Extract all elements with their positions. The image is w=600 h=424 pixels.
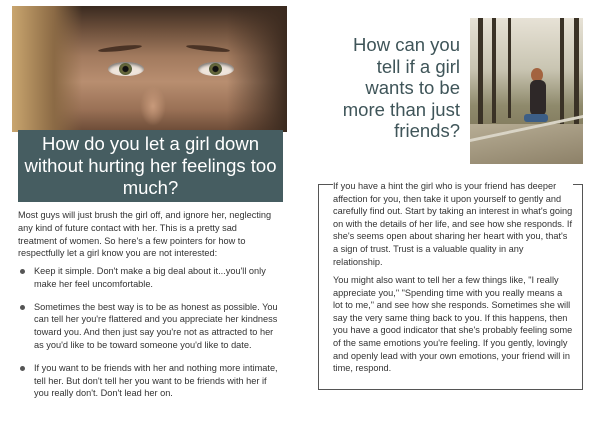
bullet-icon xyxy=(20,269,25,274)
left-headline-box xyxy=(18,130,283,202)
tree-trunk xyxy=(492,18,496,123)
tree-trunk xyxy=(560,18,564,126)
hair-right xyxy=(227,6,287,132)
tree-trunk xyxy=(574,18,579,130)
person-legs xyxy=(524,114,548,122)
tree-trunk xyxy=(478,18,483,128)
tree-trunk xyxy=(508,18,511,118)
list-item xyxy=(18,362,280,400)
hair-left xyxy=(12,6,82,132)
list-item xyxy=(18,265,280,291)
right-paragraph-2: You might also want to tell her a few things like, "I really appreciate you," "Spending time with you really means a lot to me," and see how she responds. Sometimes she will say the very same thing back to you. If this happens, then you have a good indicator that she's probably feeling some of the same emotions you're feeling. If you gently, lovingly and openly lead with your own emotions, your friend will in time, respond. xyxy=(333,275,573,374)
right-paragraph-1: If you have a hint the girl who is your friend has deeper affection for you, then take it upon yourself to gently and carefully find out. Start by taking an interest in what's going on with the details of her life, and see how she responds. If she's seems open about sharing her heart with you, that's a sign of trust. Trust is a valuable quality in any relationship. xyxy=(333,181,573,267)
bullet-icon xyxy=(20,305,25,310)
bridge-deck xyxy=(470,124,583,164)
left-intro: Most guys will just brush the girl off, and ignore her, neglecting any kind of future contact with her. This is a pretty sad treatment of women. So here's a few pointers for how to respectfully let a girl know you are not interested: xyxy=(18,210,272,259)
right-eyebrow xyxy=(186,44,230,54)
left-eye xyxy=(108,62,144,76)
person-body xyxy=(530,80,546,116)
list-item xyxy=(18,301,280,352)
left-eyebrow xyxy=(98,44,142,54)
right-eye xyxy=(198,62,234,76)
tip-text: Sometimes the best way is to be as honest as possible. You can tell her you're flattered and you appreciate her kindness toward you. And then just say you're not as attracted to her as you'd like to be toward someone you'd like to date. xyxy=(34,301,278,350)
tip-text: Keep it simple. Don't make a big deal about it...you'll only make her feel uncomfortable. xyxy=(34,266,266,289)
woman-face-photo xyxy=(12,6,287,132)
right-title: How can you tell if a girl wants to be more than just friends? xyxy=(342,34,460,141)
tip-text: If you want to be friends with her and nothing more intimate, tell her. But don't tell her you want to be friends with her if you really don't. Don't lead her on. xyxy=(34,362,278,399)
bullet-icon xyxy=(20,366,25,371)
nose xyxy=(140,86,166,126)
right-iris xyxy=(209,63,222,75)
left-headline: How do you let a girl down without hurting her feelings too much? xyxy=(24,133,277,198)
woman-on-bridge-photo xyxy=(470,18,583,164)
left-iris xyxy=(119,63,132,75)
tips-list xyxy=(18,265,280,410)
